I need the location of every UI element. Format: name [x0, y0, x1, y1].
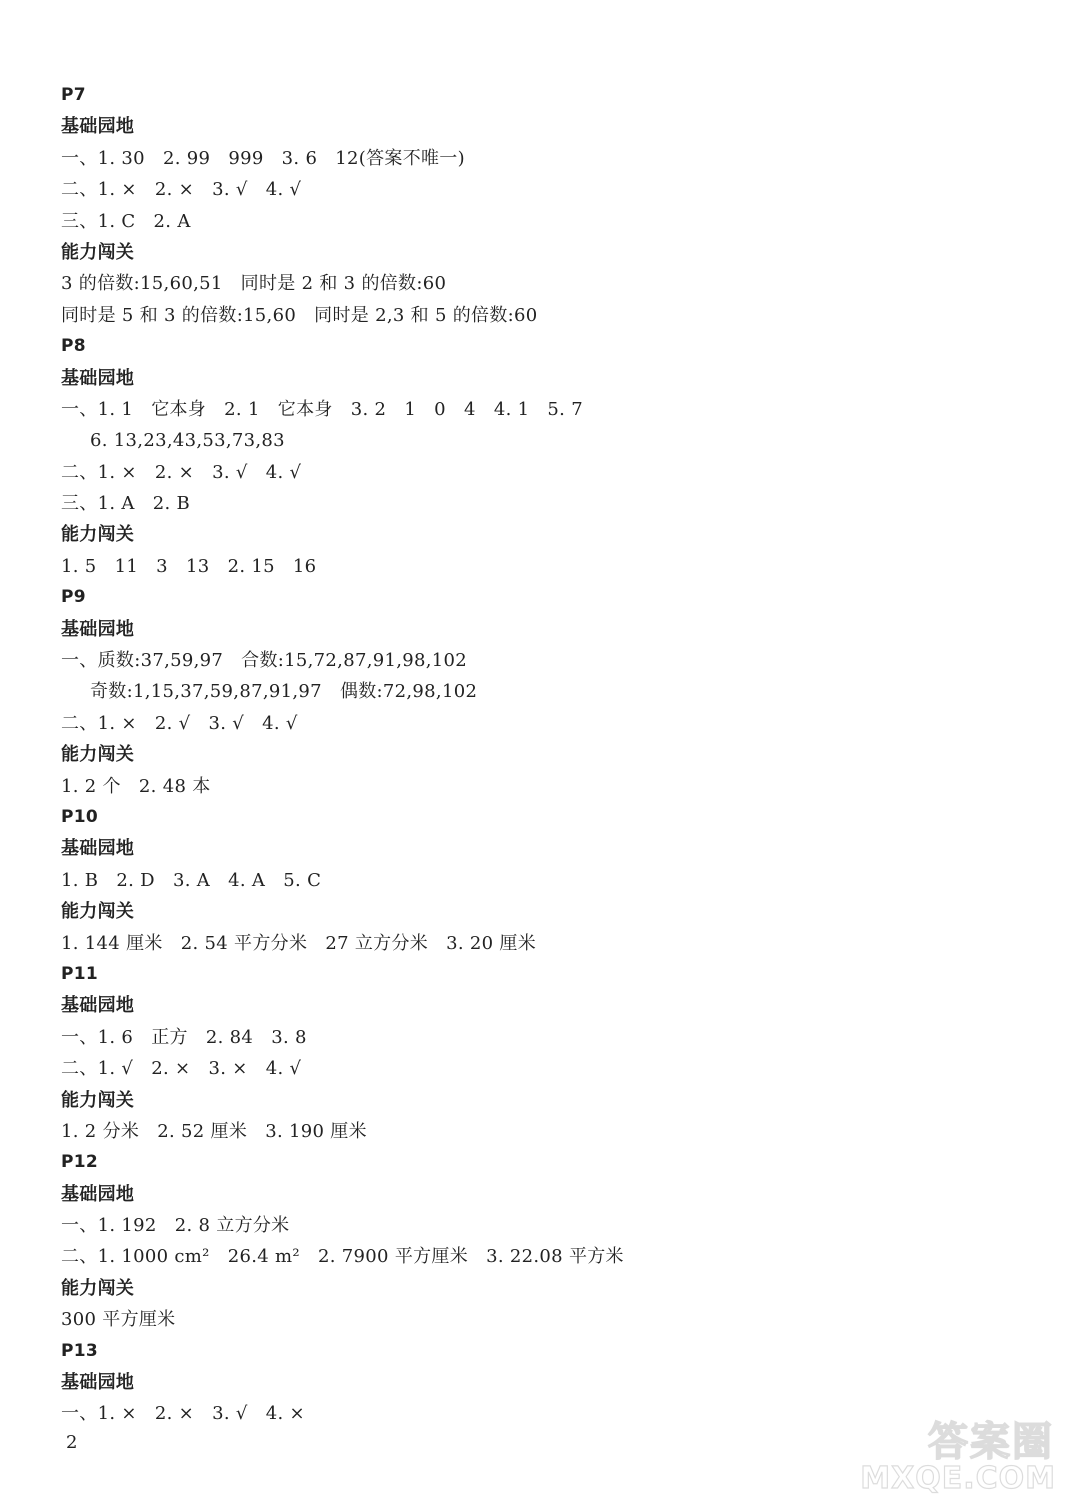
answer-line: 二、1. × 2. √ 3. √ 4. √	[61, 712, 298, 734]
page-heading: P13	[61, 1340, 99, 1361]
section-heading: 能力闯关	[61, 524, 135, 546]
answer-line: 1. 5 11 3 13 2. 15 16	[61, 555, 317, 577]
section-heading: 基础园地	[61, 995, 135, 1017]
answer-line: 三、1. C 2. A	[61, 210, 191, 232]
answer-line: 二、1. 1000 cm² 26.4 m² 2. 7900 平方厘米 3. 22.08 平方米	[61, 1246, 624, 1268]
section-heading: 能力闯关	[61, 241, 135, 263]
section-heading: 基础园地	[61, 838, 135, 860]
watermark-top-text: 答案圈	[928, 1419, 1054, 1465]
answer-line: 一、1. 1 它本身 2. 1 它本身 3. 2 1 0 4 4. 1 5. 7	[61, 398, 583, 420]
answer-line: 1. B 2. D 3. A 4. A 5. C	[61, 869, 322, 891]
page-heading: P12	[61, 1152, 99, 1173]
answer-line: 一、1. × 2. × 3. √ 4. ×	[61, 1403, 305, 1425]
section-heading: 基础园地	[61, 1183, 135, 1205]
answer-line: 三、1. A 2. B	[61, 493, 191, 515]
answer-line: 1. 2 个 2. 48 本	[61, 775, 211, 797]
page-heading: P11	[61, 963, 99, 984]
answer-line: 同时是 5 和 3 的倍数:15,60 同时是 2,3 和 5 的倍数:60	[61, 304, 538, 326]
section-heading: 能力闯关	[61, 1089, 135, 1111]
answer-line: 奇数:1,15,37,59,87,91,97 偶数:72,98,102	[90, 681, 478, 703]
section-heading: 基础园地	[61, 367, 135, 389]
page-number: 2	[66, 1432, 78, 1453]
answer-line: 300 平方厘米	[61, 1309, 176, 1331]
page-heading: P9	[61, 587, 86, 608]
page-heading: P8	[61, 336, 86, 357]
answer-line: 一、质数:37,59,97 合数:15,72,87,91,98,102	[61, 650, 468, 672]
section-heading: 能力闯关	[61, 1277, 135, 1299]
answer-line: 一、1. 6 正方 2. 84 3. 8	[61, 1026, 307, 1048]
answer-line: 1. 144 厘米 2. 54 平方分米 27 立方分米 3. 20 厘米	[61, 932, 537, 954]
section-heading: 能力闯关	[61, 744, 135, 766]
answer-line: 二、1. × 2. × 3. √ 4. √	[61, 461, 302, 483]
section-heading: 能力闯关	[61, 901, 135, 923]
section-heading: 基础园地	[61, 116, 135, 138]
answer-content	[61, 80, 1041, 1430]
page-heading: P7	[61, 85, 86, 105]
section-heading: 基础园地	[61, 618, 135, 640]
watermark-logo	[860, 1410, 1060, 1496]
answer-line: 6. 13,23,43,53,73,83	[90, 430, 285, 452]
answer-line: 1. 2 分米 2. 52 厘米 3. 190 厘米	[61, 1120, 367, 1142]
answer-line: 二、1. × 2. × 3. √ 4. √	[61, 179, 302, 201]
answer-line: 二、1. √ 2. × 3. × 4. √	[61, 1058, 302, 1080]
answer-line: 3 的倍数:15,60,51 同时是 2 和 3 的倍数:60	[61, 273, 447, 295]
section-heading: 基础园地	[61, 1372, 135, 1394]
answer-line: 一、1. 30 2. 99 999 3. 6 12(答案不唯一)	[61, 147, 465, 169]
answer-line: 一、1. 192 2. 8 立方分米	[61, 1215, 290, 1237]
page-heading: P10	[61, 806, 99, 827]
watermark-bottom-text: MXQE.COM	[860, 1461, 1056, 1496]
